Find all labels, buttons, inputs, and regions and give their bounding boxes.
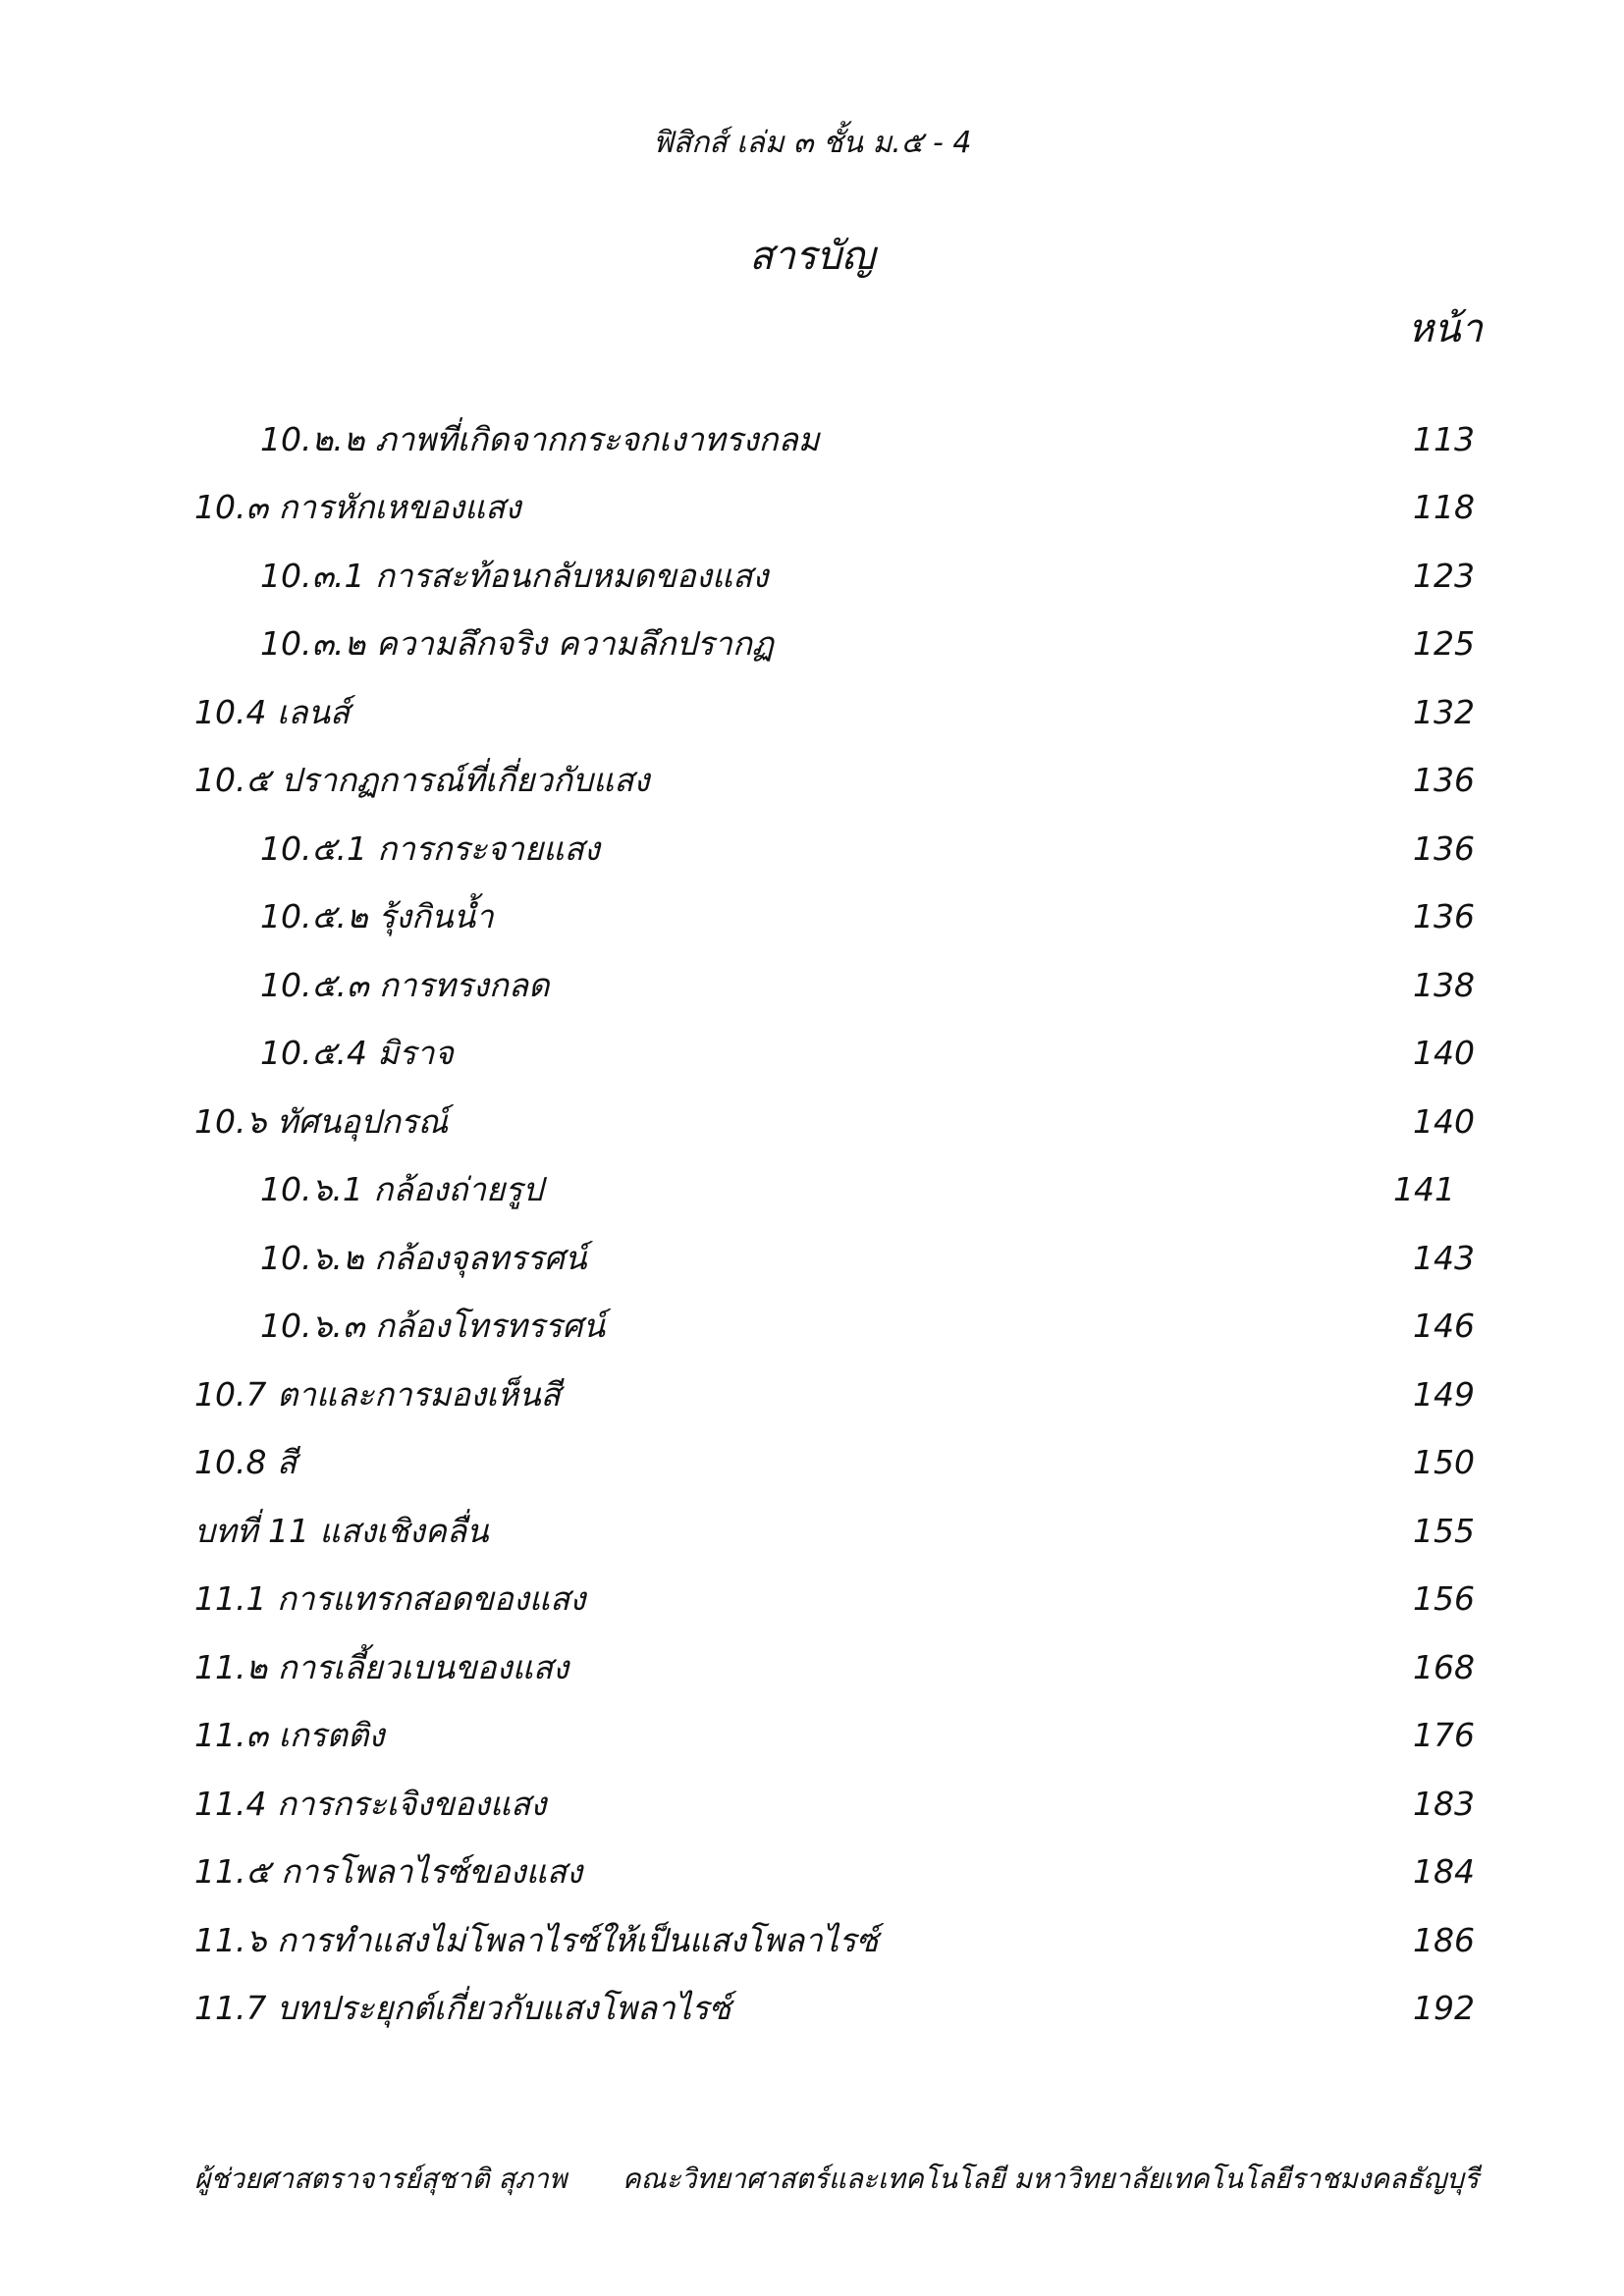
toc-entry-page: 155 [1413,1512,1475,1550]
toc-entry [0,1502,1624,1561]
toc-entry-label: 10.๕.4 มิราจ [260,1034,454,1072]
toc-entry-label: 10.๓.๒ ความลึกจริง ความลึกปรากฏ [260,624,774,663]
toc-entry-label: 10.๕.๓ การทรงกลด [260,966,550,1004]
toc-entry-page: 150 [1413,1443,1475,1481]
running-header: ฟิสิกส์ เล่ม ๓ ชั้น ม.๕ - 4 [652,126,972,160]
toc-entry [0,683,1624,742]
toc-entry [0,751,1624,810]
toc-entry-page: 132 [1413,693,1475,731]
toc-entry-label: 11.๕ การโพลาไรซ์ของแสง [194,1852,583,1891]
toc-entry [0,614,1624,673]
toc-entry-page: 136 [1413,761,1475,799]
toc-entry-label: 10.๖ ทัศนอุปกรณ์ [194,1102,449,1141]
toc-entry [0,820,1624,879]
toc-entry-label: 11.4 การกระเจิงของแสง [194,1785,547,1823]
toc-entry-page: 123 [1413,557,1475,595]
toc-entry [0,547,1624,606]
toc-entry-label: 10.๓ การหักเหของแสง [194,488,521,526]
toc-entry [0,1160,1624,1219]
toc-entry-page: 149 [1413,1375,1475,1414]
toc-entry-page: 125 [1413,624,1475,663]
toc-entry-label: 10.๖.1 กล้องถ่ายรูป [260,1170,544,1208]
page-footer [0,2158,1624,2197]
toc-entry-page: 168 [1413,1648,1475,1686]
toc-entry [0,1297,1624,1356]
toc-entry-page: 141 [1393,1170,1455,1208]
toc-entry [0,1638,1624,1697]
toc-entry [0,887,1624,946]
toc-entry [0,1706,1624,1765]
toc-entry-page: 176 [1413,1716,1475,1754]
toc-entry-page: 113 [1413,420,1475,458]
toc-entry-label: 10.7 ตาและการมองเห็นสี [194,1375,561,1414]
toc-entry [0,410,1624,469]
toc-entry [0,1433,1624,1492]
toc-entry [0,1570,1624,1629]
toc-entry-page: 138 [1413,966,1475,1004]
toc-entry-page: 140 [1413,1102,1475,1141]
toc-entry-label: บทที่ 11 แสงเชิงคลื่น [194,1512,489,1550]
toc-entry-label: 11.7 บทประยุกต์เกี่ยวกับแสงโพลาไรซ์ [194,1989,731,2027]
toc-entry [0,1911,1624,1970]
toc-entry-page: 136 [1413,897,1475,935]
toc-entry-page: 118 [1413,488,1475,526]
toc-entry-page: 140 [1413,1034,1475,1072]
toc-entry-label: 10.๖.๒ กล้องจุลทรรศน์ [260,1239,587,1277]
toc-entry-label: 11.๓ เกรตติง [194,1716,385,1754]
page-title: สารบัญ [749,234,875,279]
toc-entry-label: 11.๖ การทำแสงไม่โพลาไรซ์ให้เป็นแสงโพลาไรซ์ [194,1921,879,1959]
toc-entry-label: 10.๒.๒ ภาพที่เกิดจากกระจกเงาทรงกลม [260,420,820,458]
toc-entry-page: 156 [1413,1579,1475,1618]
toc-entry-page: 184 [1413,1852,1475,1891]
toc-entry [0,478,1624,537]
toc-entry-page: 146 [1413,1307,1475,1345]
toc-entry-page: 192 [1413,1989,1475,2027]
toc-entry [0,1229,1624,1288]
toc-entry-label: 10.๕ ปรากฏการณ์ที่เกี่ยวกับแสง [194,761,650,799]
footer-author: ผู้ช่วยศาสตราจารย์สุชาติ สุภาพ [194,2163,568,2195]
toc-entry-label: 11.๒ การเลี้ยวเบนของแสง [194,1648,569,1686]
toc-entry-label: 10.๕.1 การกระจายแสง [260,829,600,868]
footer-institution: คณะวิทยาศาสตร์และเทคโนโลยี มหาวิทยาลัยเทคโนโลยีราชมงคลธัญบุรี [622,2163,1479,2195]
toc-entry-label: 10.8 สี [194,1443,298,1481]
toc-entry-page: 183 [1413,1785,1475,1823]
toc-entry [0,1979,1624,2038]
toc-entry-page: 186 [1413,1921,1475,1959]
page-column-label: หน้า [1407,306,1483,351]
toc-entry-label: 10.๕.๒ รุ้งกินน้ำ [260,897,494,935]
toc-entry-label: 10.4 เลนส์ [194,693,351,731]
toc-entry [0,1775,1624,1834]
toc-entry [0,1093,1624,1151]
toc-entry [0,1365,1624,1424]
toc-entry-label: 10.๖.๓ กล้องโทรทรรศน์ [260,1307,606,1345]
toc-entry [0,1842,1624,1901]
toc-entry-page: 143 [1413,1239,1475,1277]
toc-entry [0,1024,1624,1083]
toc-entry-label: 10.๓.1 การสะท้อนกลับหมดของแสง [260,557,769,595]
toc-entry-label: 11.1 การแทรกสอดของแสง [194,1579,586,1618]
toc-entry [0,956,1624,1015]
toc-entry-page: 136 [1413,829,1475,868]
